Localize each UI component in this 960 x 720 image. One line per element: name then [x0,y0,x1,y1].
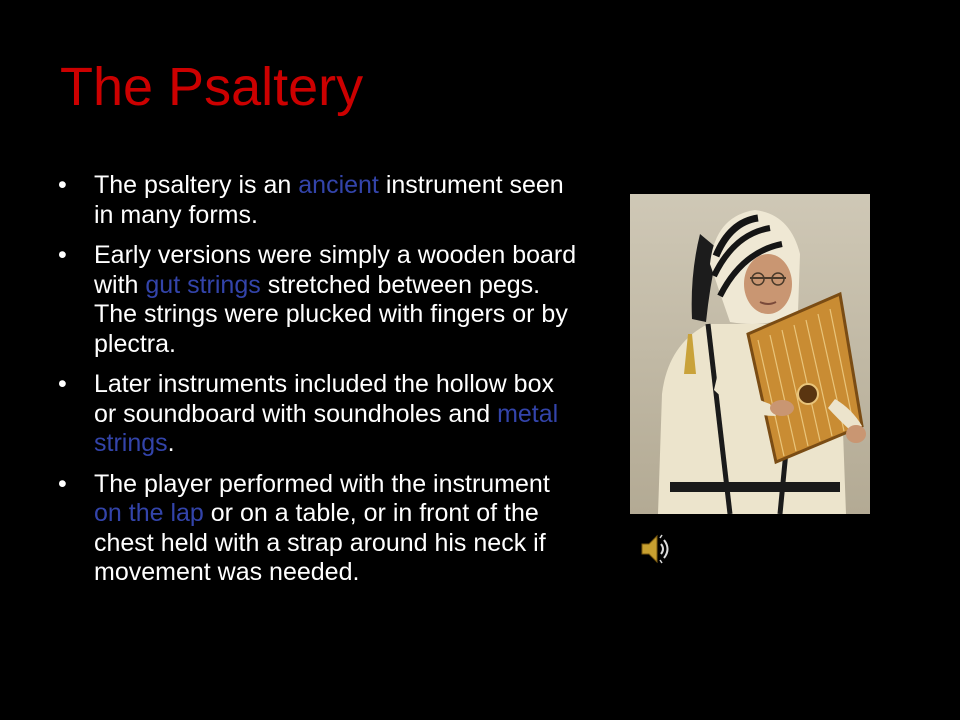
bullet-text: stretched between pegs. The strings were plucked with fingers or by plectra. [94,270,568,358]
bullet-item [58,470,578,588]
bullet-dot: • [58,241,67,269]
slide-title: The Psaltery [60,57,364,117]
bullet-text: The psaltery is an [94,171,299,199]
bullet-text: instrument seen in many forms. [94,171,564,229]
bullet-dot: • [58,171,67,199]
hyperlink-metal-strings[interactable]: metal strings [94,399,559,457]
speaker-icon[interactable] [638,532,672,566]
bullet-dot: • [58,370,67,398]
bullet-text: The player performed with the instrument [94,469,550,498]
bullet-text: or on a table, or in front of the chest held with a strap around his neck if movement was needed. [94,499,546,586]
bullet-item [58,171,578,230]
bullet-item [58,370,578,459]
bullet-text: Later instruments included the hollow box or soundboard with soundholes and [94,370,554,428]
bullet-dot: • [58,469,67,498]
hyperlink-on-the-lap[interactable]: on the lap [94,499,204,527]
bullet-text: . [167,429,175,457]
hyperlink-ancient[interactable]: ancient [298,171,379,199]
musician-playing-psaltery-photo [630,194,870,514]
bullet-item [58,241,578,359]
bullet-text: Early versions were simply a wooden board with [94,241,577,299]
bullet-list [58,171,578,599]
hyperlink-gut-strings[interactable]: gut strings [145,270,261,299]
